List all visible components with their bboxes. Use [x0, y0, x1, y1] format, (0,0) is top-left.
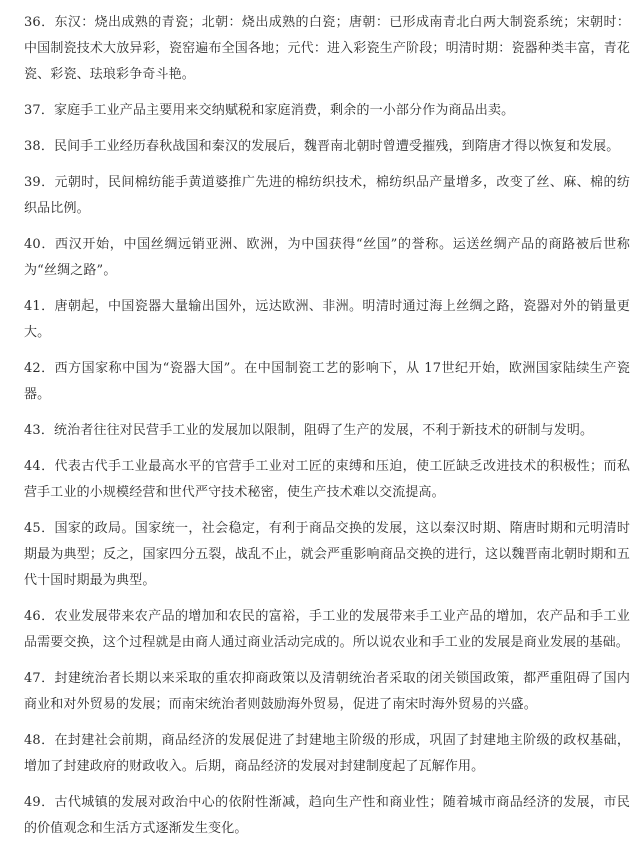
paragraph-45: 45．国家的政局。国家统一，社会稳定，有利于商品交换的发展，这以秦汉时期、隋唐时期和元明清时期最为典型；反之，国家四分五裂，战乱不止，就会严重影响商品交换的进行，这以魏晋南北朝时期和五代十国时期最为典型。: [24, 521, 630, 588]
paragraph-48: 48．在封建社会前期，商品经济的发展促进了封建地主阶级的形成，巩固了封建地主阶级的政权基础，增加了封建政府的财政收入。后期，商品经济的发展对封建制度起了瓦解作用。: [24, 733, 630, 774]
paragraph-39: 39．元朝时，民间棉纺能手黄道婆推广先进的棉纺织技术，棉纺织品产量增多，改变了丝、麻、棉的纺织品比例。: [24, 175, 630, 216]
paragraph-42: 42．西方国家称中国为“瓷器大国”。在中国制瓷工艺的影响下，从 17世纪开始，欧洲国家陆续生产瓷器。: [24, 361, 630, 402]
paragraph-49: 49．古代城镇的发展对政治中心的依附性渐减，趋向生产性和商业性；随着城市商品经济的发展，市民的价值观念和生活方式逐渐发生变化。: [24, 795, 630, 836]
paragraph-43: 43．统治者往往对民营手工业的发展加以限制，阻碍了生产的发展，不利于新技术的研制与发明。: [24, 423, 594, 438]
paragraph-44: 44．代表古代手工业最高水平的官营手工业对工匠的束缚和压迫，使工匠缺乏改进技术的积极性；而私营手工业的小规模经营和世代严守技术秘密，使生产技术难以交流提高。: [24, 459, 630, 500]
paragraph-46: 46．农业发展带来农产品的增加和农民的富裕，手工业的发展带来手工业产品的增加，农产品和手工业品需要交换，这个过程就是由商人通过商业活动完成的。所以说农业和手工业的发展是商业发展的基础。: [24, 609, 630, 650]
paragraph-41: 41．唐朝起，中国瓷器大量输出国外，远达欧洲、非洲。明清时通过海上丝绸之路，瓷器对外的销量更大。: [24, 299, 630, 340]
paragraph-40: 40．西汉开始，中国丝绸远销亚洲、欧洲，为中国获得“丝国”的誉称。运送丝绸产品的商路被后世称为“丝绸之路”。: [24, 237, 630, 278]
paragraph-36: 36．东汉：烧出成熟的青瓷；北朝：烧出成熟的白瓷；唐朝：已形成南青北白两大制瓷系统；宋朝时：中国制瓷技术大放异彩，瓷窑遍布全国各地；元代：进入彩瓷生产阶段；明清时期：瓷器种类丰富，青花瓷、彩瓷、珐琅彩争奇斗艳。: [24, 15, 630, 82]
paragraph-38: 38．民间手工业经历春秋战国和秦汉的发展后，魏晋南北朝时曾遭受摧残，到隋唐才得以恢复和发展。: [24, 139, 620, 154]
paragraph-47: 47．封建统治者长期以来采取的重农抑商政策以及清朝统治者采取的闭关锁国政策，都严重阻碍了国内商业和对外贸易的发展；而南宋统治者则鼓励海外贸易，促进了南宋时海外贸易的兴盛。: [24, 671, 630, 712]
paragraph-37: 37．家庭手工业产品主要用来交纳赋税和家庭消费，剩余的一小部分作为商品出卖。: [24, 103, 515, 118]
